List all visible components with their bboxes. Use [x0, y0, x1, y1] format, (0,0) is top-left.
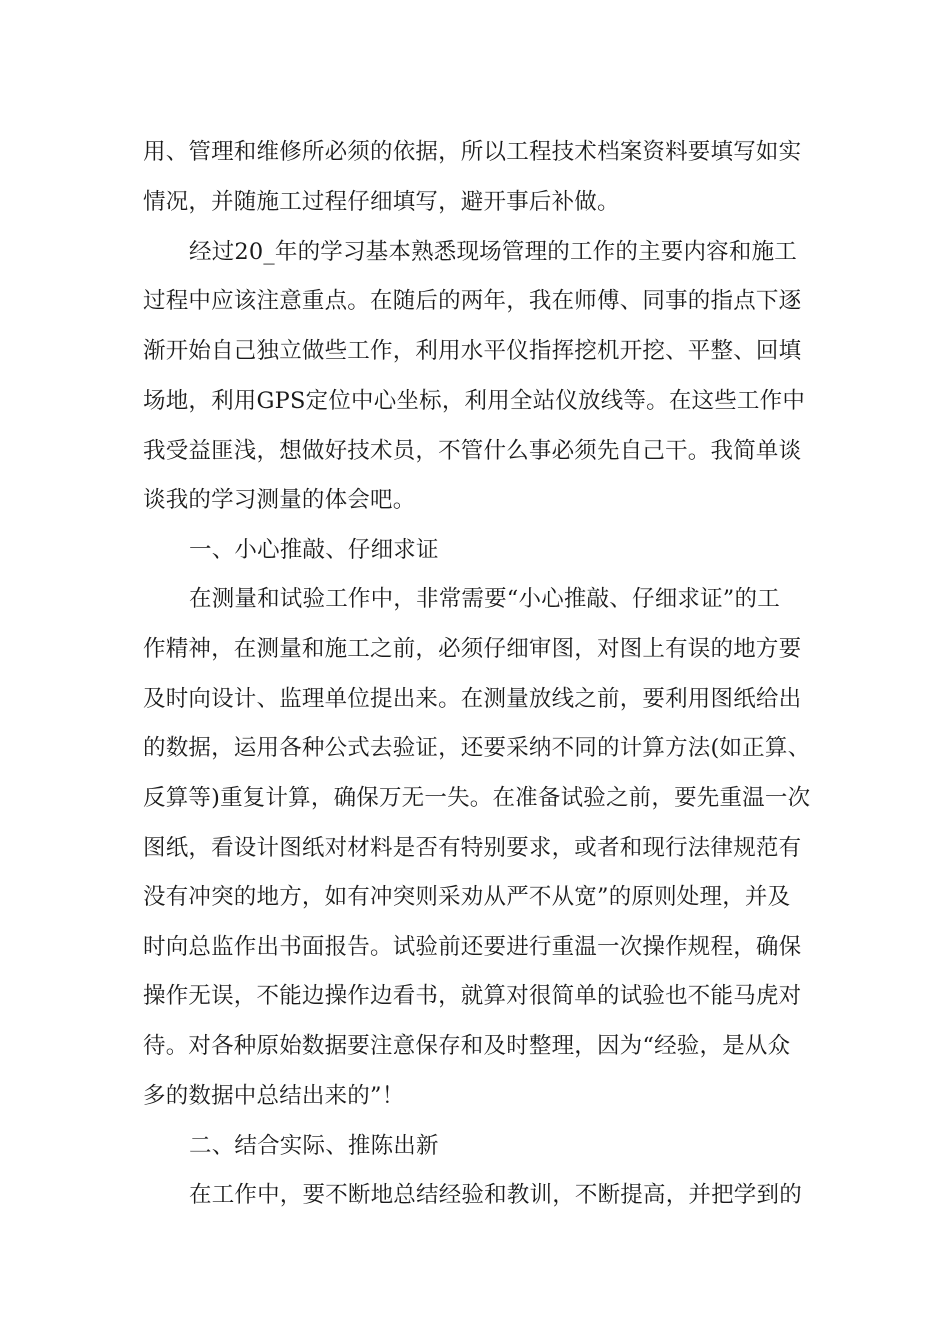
- section-heading: 一、小心推敲、仔细求证: [189, 537, 439, 563]
- paragraph-first-line: 经过20_年的学习基本熟悉现场管理的工作的主要内容和施工: [189, 239, 797, 265]
- paragraph-first-line: 在工作中，要不断地总结经验和教训，不断提高，并把学到的: [189, 1182, 802, 1208]
- paragraph-line: 待。对各种原始数据要注意保存和及时整理，因为“经验，是从众: [143, 1033, 791, 1059]
- paragraph-line: 情况，并随施工过程仔细填写，避开事后补做。: [143, 189, 620, 215]
- paragraph-line: 图纸，看设计图纸对材料是否有特别要求，或者和现行法律规范有: [143, 835, 802, 861]
- paragraph-line: 反算等)重复计算，确保万无一失。在准备试验之前，要先重温一次: [143, 785, 811, 811]
- paragraph-line: 我受益匪浅，想做好技术员，不管什么事必须先自己干。我简单谈: [143, 438, 802, 464]
- paragraph-line: 没有冲突的地方，如有冲突则采劝从严不从宽”的原则处理，并及: [143, 884, 791, 910]
- paragraph-line: 的数据，运用各种公式去验证，还要采纳不同的计算方法(如正算、: [143, 735, 811, 761]
- paragraph-line: 及时向设计、监理单位提出来。在测量放线之前，要利用图纸给出: [143, 686, 802, 712]
- paragraph-line: 过程中应该注意重点。在随后的两年，我在师傅、同事的指点下逐: [143, 288, 802, 314]
- paragraph-line: 渐开始自己独立做些工作，利用水平仪指挥挖机开挖、平整、回填: [143, 338, 802, 364]
- paragraph-line: 用、管理和维修所必须的依据，所以工程技术档案资料要填写如实: [143, 139, 802, 165]
- paragraph-first-line: 在测量和试验工作中，非常需要“小心推敲、仔细求证”的工: [189, 586, 780, 612]
- paragraph-line: 作精神，在测量和施工之前，必须仔细审图，对图上有误的地方要: [143, 636, 802, 662]
- section-heading: 二、结合实际、推陈出新: [189, 1133, 439, 1159]
- paragraph-line: 谈我的学习测量的体会吧。: [143, 487, 416, 513]
- paragraph-line: 操作无误，不能边操作边看书，就算对很简单的试验也不能马虎对: [143, 983, 802, 1009]
- paragraph-line: 场地，利用GPS定位中心坐标，利用全站仪放线等。在这些工作中: [143, 388, 806, 414]
- paragraph-line: 时向总监作出书面报告。试验前还要进行重温一次操作规程，确保: [143, 934, 802, 960]
- paragraph-line: 多的数据中总结出来的”！: [143, 1083, 405, 1109]
